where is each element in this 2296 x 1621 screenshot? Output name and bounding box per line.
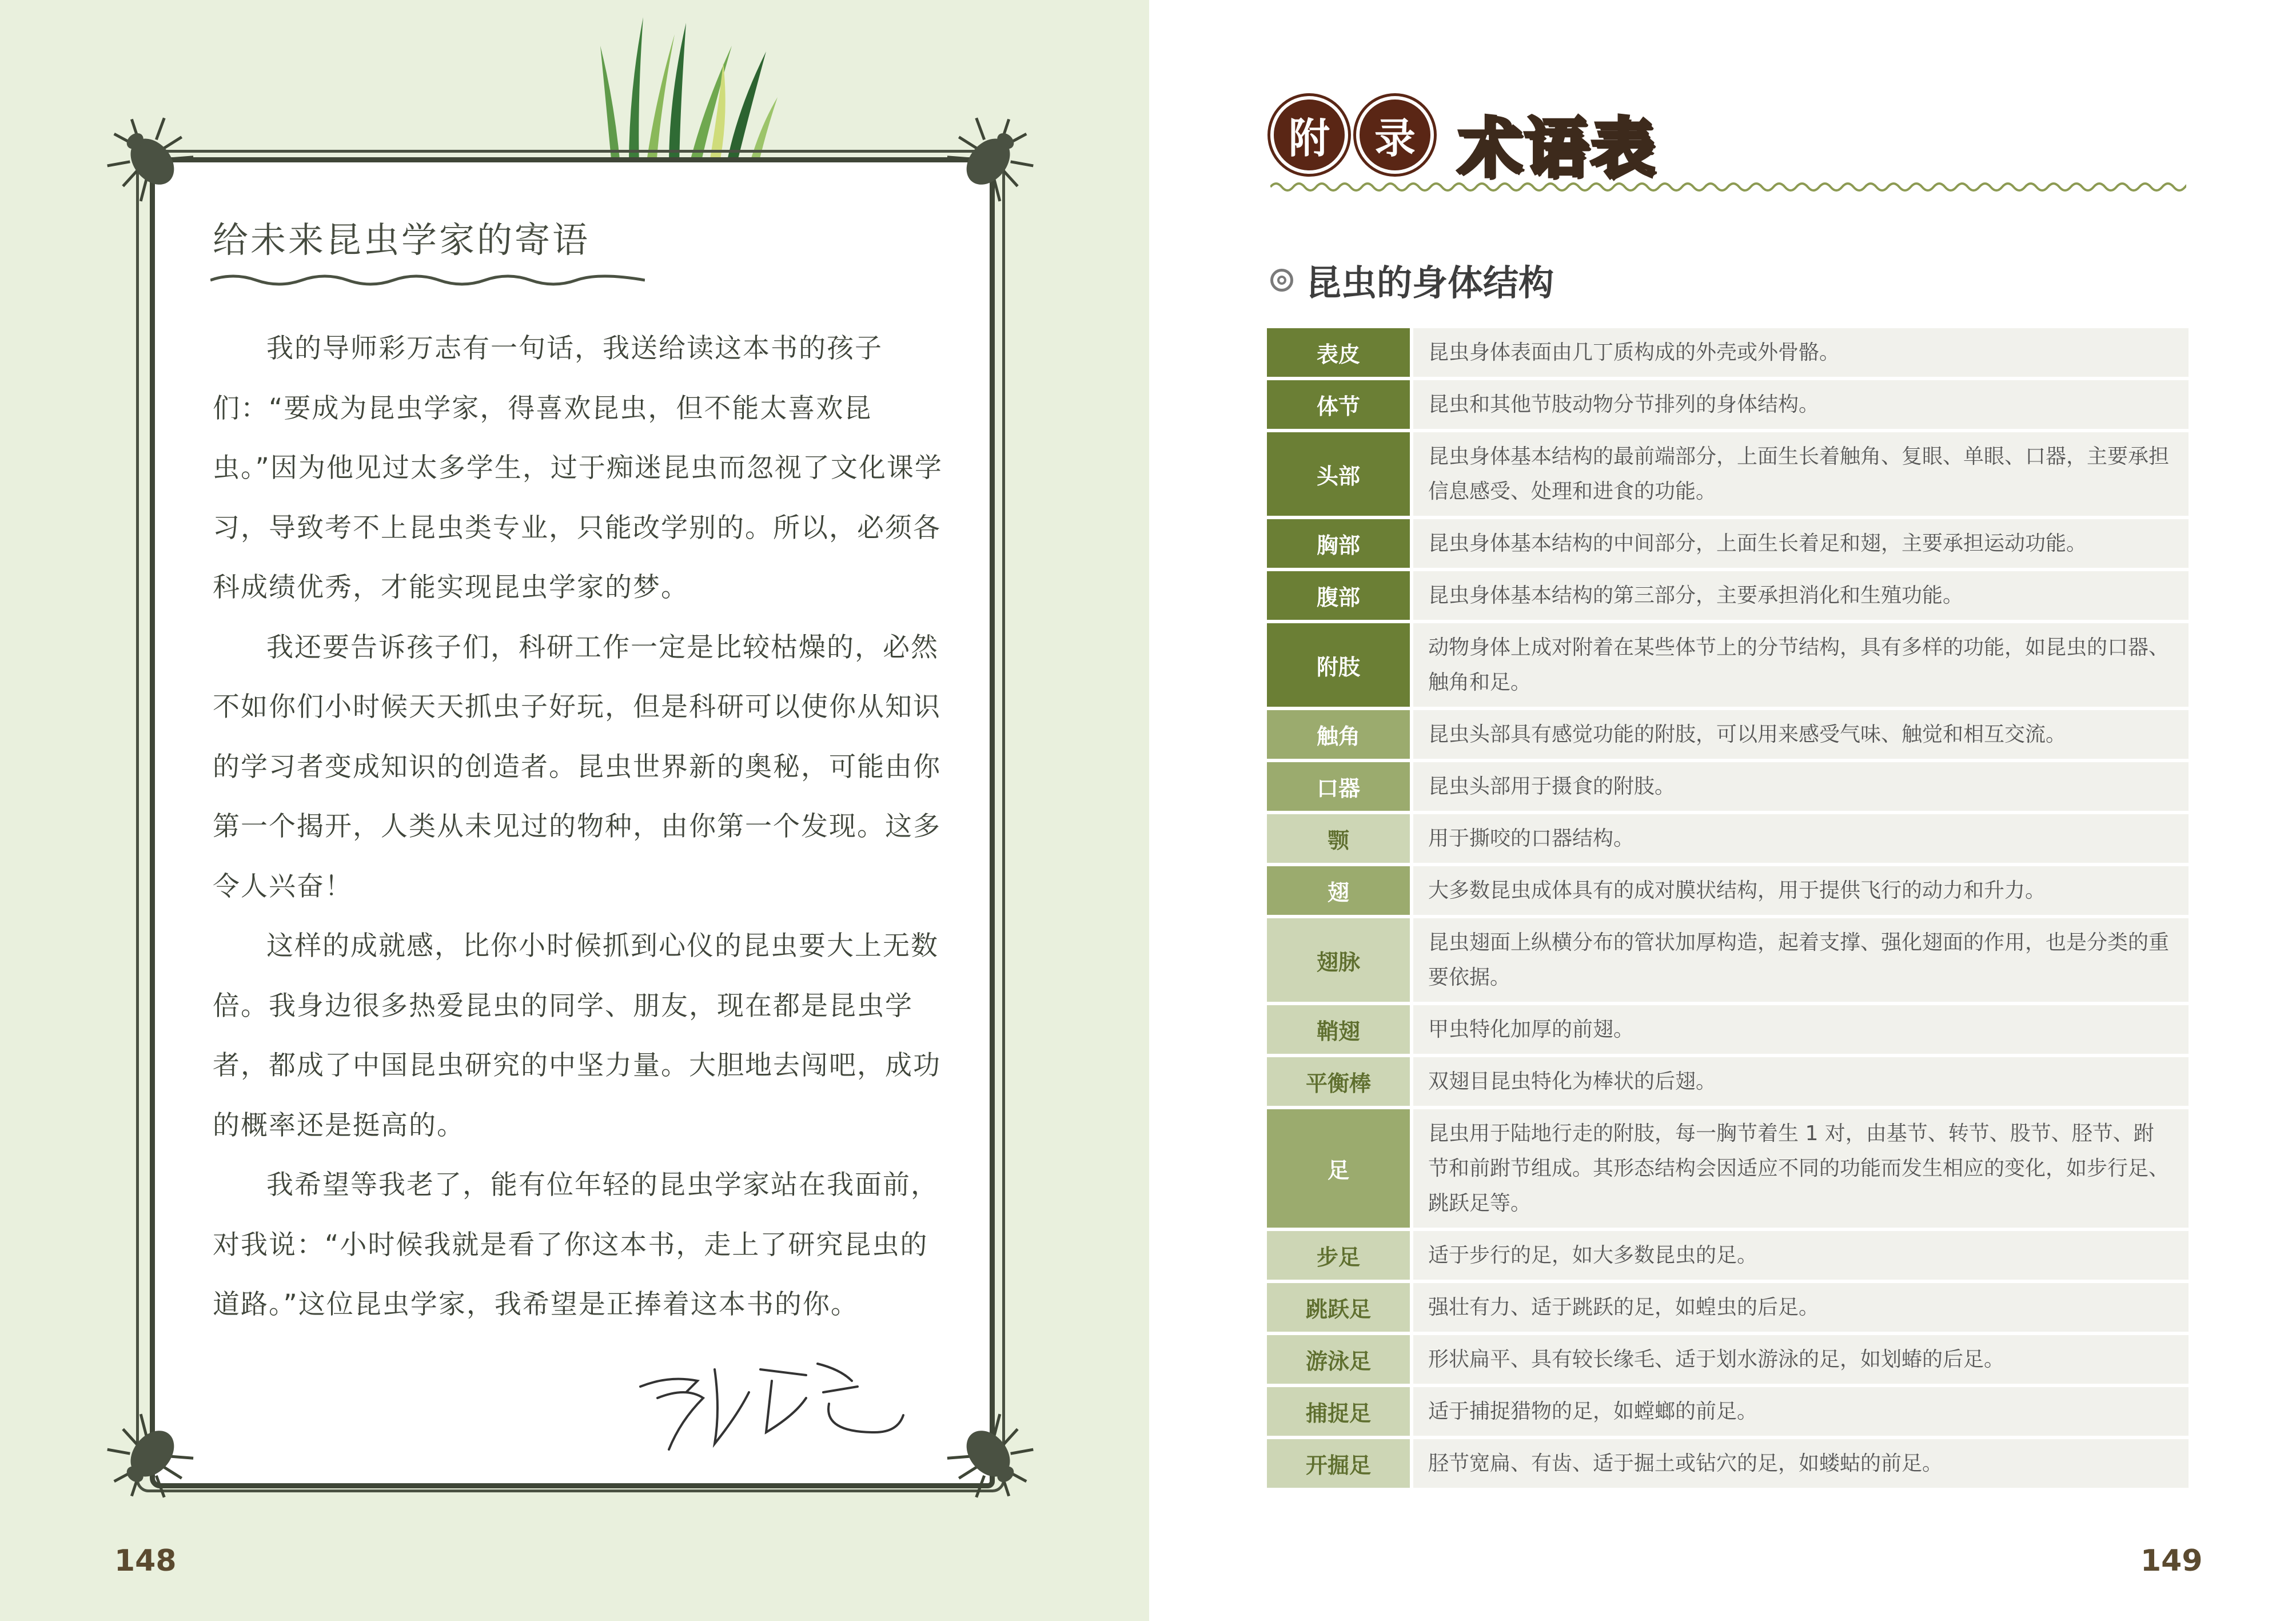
glossary-definition: 强壮有力、适于跳跃的足，如蝗虫的后足。 (1413, 1283, 2189, 1332)
glossary-row (1267, 1109, 2189, 1228)
glossary-row (1267, 1231, 2189, 1280)
glossary-row (1267, 814, 2189, 863)
glossary-definition: 昆虫身体表面由几丁质构成的外壳或外骨骼。 (1413, 328, 2189, 377)
glossary-term: 游泳足 (1267, 1335, 1413, 1384)
glossary-definition: 甲虫特化加厚的前翅。 (1413, 1005, 2189, 1054)
glossary-table (1267, 325, 2189, 1491)
glossary-row (1267, 623, 2189, 707)
glossary-row (1267, 328, 2189, 377)
glossary-definition: 胫节宽扁、有齿、适于掘土或钻穴的足，如蝼蛄的前足。 (1413, 1439, 2189, 1488)
glossary-term: 跳跃足 (1267, 1283, 1413, 1332)
wave-divider (1270, 178, 2186, 196)
letter-body (213, 319, 944, 1335)
glossary-definition: 昆虫头部用于摄食的附肢。 (1413, 762, 2189, 811)
glossary-definition: 昆虫翅面上纵横分布的管状加厚构造，起着支撑、强化翅面的作用，也是分类的重要依据。 (1413, 918, 2189, 1002)
glossary-term: 翅脉 (1267, 918, 1413, 1002)
glossary-definition: 用于撕咬的口器结构。 (1413, 814, 2189, 863)
glossary-definition: 形状扁平、具有较长缘毛、适于划水游泳的足，如划蝽的后足。 (1413, 1335, 2189, 1384)
appendix-badges (1270, 96, 1434, 174)
grass-icon (589, 11, 783, 166)
glossary-definition: 昆虫用于陆地行走的附肢，每一胸节着生 1 对，由基节、转节、股节、胫节、跗节和前跗节组成。其形态结构会因适应不同的功能而发生相应的变化，如步行足、跳跃足等。 (1413, 1109, 2189, 1228)
target-circle-icon (1270, 269, 1293, 292)
glossary-definition: 昆虫头部具有感觉功能的附肢，可以用来感受气味、触觉和相互交流。 (1413, 710, 2189, 759)
glossary-definition: 昆虫身体基本结构的中间部分，上面生长着足和翅，主要承担运动功能。 (1413, 519, 2189, 568)
glossary-row (1267, 1387, 2189, 1436)
signature-icon (635, 1347, 909, 1461)
page-number: 149 (2140, 1544, 2203, 1578)
appendix-badge: 附 (1270, 96, 1348, 174)
glossary-row (1267, 1335, 2189, 1384)
glossary-row (1267, 866, 2189, 915)
glossary-row (1267, 519, 2189, 568)
glossary-term: 步足 (1267, 1231, 1413, 1280)
glossary-row (1267, 1283, 2189, 1332)
glossary-title: 术语表 (1458, 111, 1657, 186)
glossary-term: 鞘翅 (1267, 1005, 1413, 1054)
glossary-term: 开掘足 (1267, 1439, 1413, 1488)
glossary-definition: 双翅目昆虫特化为棒状的后翅。 (1413, 1057, 2189, 1106)
page-number: 148 (114, 1544, 177, 1578)
glossary-term: 足 (1267, 1109, 1413, 1228)
section-title: 昆虫的身体结构 (1306, 262, 1554, 304)
appendix-badge: 录 (1356, 96, 1434, 174)
glossary-definition: 昆虫身体基本结构的第三部分，主要承担消化和生殖功能。 (1413, 571, 2189, 620)
glossary-term: 触角 (1267, 710, 1413, 759)
glossary-term: 腹部 (1267, 571, 1413, 620)
letter-paragraph: 我的导师彩万志有一句话，我送给读这本书的孩子们：“要成为昆虫学家，得喜欢昆虫，但不能太喜欢昆虫。”因为他见过太多学生，过于痴迷昆虫而忽视了文化课学习，导致考不上昆虫类专业，只能改学别的。所以，必须各科成绩优秀，才能实现昆虫学家的梦。 (213, 333, 943, 603)
glossary-row (1267, 1005, 2189, 1054)
glossary-row (1267, 571, 2189, 620)
glossary-row (1267, 432, 2189, 516)
letter-paragraph: 我还要告诉孩子们，科研工作一定是比较枯燥的，必然不如你们小时候天天抓虫子好玩，但是科研可以使你从知识的学习者变成知识的创造者。昆虫世界新的奥秘，可能由你第一个揭开，人类从未见过的物种，由你第一个发现。这多令人兴奋！ (213, 631, 941, 902)
glossary-term: 附肢 (1267, 623, 1413, 707)
glossary-row (1267, 1057, 2189, 1106)
glossary-row (1267, 1439, 2189, 1488)
glossary-definition: 大多数昆虫成体具有的成对膜状结构，用于提供飞行的动力和升力。 (1413, 866, 2189, 915)
glossary-term: 头部 (1267, 432, 1413, 516)
glossary-row (1267, 380, 2189, 429)
glossary-row (1267, 918, 2189, 1002)
glossary-term: 表皮 (1267, 328, 1413, 377)
glossary-term: 平衡棒 (1267, 1057, 1413, 1106)
glossary-term: 口器 (1267, 762, 1413, 811)
section-heading (1270, 254, 1554, 305)
glossary-row (1267, 710, 2189, 759)
glossary-definition: 适于步行的足，如大多数昆虫的足。 (1413, 1231, 2189, 1280)
glossary-definition: 适于捕捉猎物的足，如螳螂的前足。 (1413, 1387, 2189, 1436)
glossary-definition: 昆虫身体基本结构的最前端部分，上面生长着触角、复眼、单眼、口器，主要承担信息感受、处理和进食的功能。 (1413, 432, 2189, 516)
glossary-row (1267, 762, 2189, 811)
glossary-term: 体节 (1267, 380, 1413, 429)
glossary-term: 颚 (1267, 814, 1413, 863)
title-underline (210, 268, 645, 290)
glossary-term: 捕捉足 (1267, 1387, 1413, 1436)
glossary-term: 胸部 (1267, 519, 1413, 568)
letter-title: 给未来昆虫学家的寄语 (213, 219, 591, 261)
glossary-term: 翅 (1267, 866, 1413, 915)
glossary-definition: 昆虫和其他节肢动物分节排列的身体结构。 (1413, 380, 2189, 429)
glossary-definition: 动物身体上成对附着在某些体节上的分节结构，具有多样的功能，如昆虫的口器、触角和足。 (1413, 623, 2189, 707)
letter-paragraph: 我希望等我老了，能有位年轻的昆虫学家站在我面前，对我说：“小时候我就是看了你这本书，走上了研究昆虫的道路。”这位昆虫学家，我希望是正捧着这本书的你。 (213, 1169, 939, 1320)
letter-paragraph: 这样的成就感，比你小时候抓到心仪的昆虫要大上无数倍。我身边很多热爱昆虫的同学、朋友，现在都是昆虫学者，都成了中国昆虫研究的中坚力量。大胆地去闯吧，成功的概率还是挺高的。 (213, 930, 941, 1141)
